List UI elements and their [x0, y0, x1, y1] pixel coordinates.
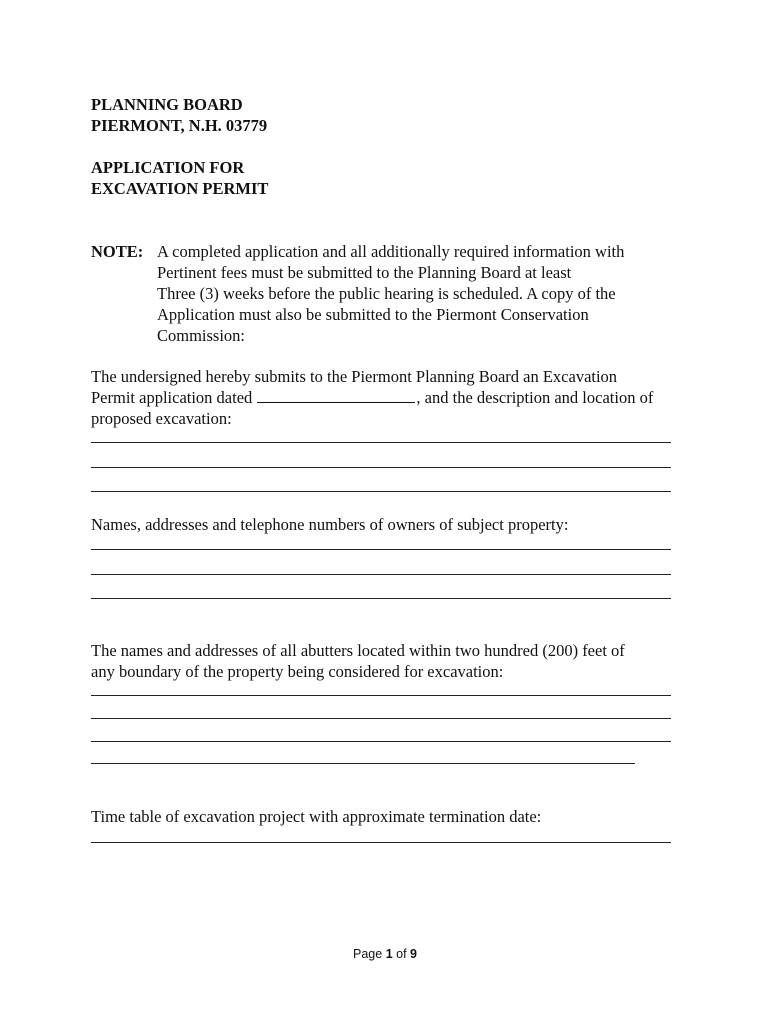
submission-line: The undersigned hereby submits to the Piermont Planning Board an Excavation	[91, 367, 618, 386]
abutters-line[interactable]	[91, 763, 635, 764]
note-line: Three (3) weeks before the public hearing is scheduled. A copy of the	[157, 284, 616, 303]
page-label: Page	[353, 947, 386, 961]
abutters-paragraph	[91, 640, 625, 682]
note-line: Application must also be submitted to the Piermont Conservation	[157, 305, 589, 324]
submission-text: Permit application dated	[91, 388, 257, 407]
owners-line[interactable]	[91, 598, 671, 599]
note-line: Commission:	[157, 326, 246, 345]
note-text	[157, 241, 624, 346]
submission-text: , and the description and location of	[416, 388, 654, 407]
abutters-line[interactable]	[91, 695, 671, 696]
note-line: Pertinent fees must be submitted to the Planning Board at least	[157, 263, 572, 282]
owners-prompt: Names, addresses and telephone numbers of owners of subject property:	[91, 515, 569, 534]
page-total: 9	[410, 947, 417, 961]
page-number	[0, 944, 770, 965]
submission-paragraph	[91, 366, 653, 429]
timetable-line[interactable]	[91, 842, 671, 843]
abutters-line[interactable]	[91, 741, 671, 742]
abutters-line[interactable]	[91, 718, 671, 719]
owners-line[interactable]	[91, 574, 671, 575]
owners-line[interactable]	[91, 549, 671, 550]
note-label: NOTE:	[91, 242, 144, 261]
description-line[interactable]	[91, 442, 671, 443]
board-name: PLANNING BOARD	[91, 95, 243, 114]
form-title-line1: APPLICATION FOR	[91, 158, 245, 177]
submission-line: proposed excavation:	[91, 409, 232, 428]
description-line[interactable]	[91, 467, 671, 468]
description-line[interactable]	[91, 491, 671, 492]
submission-line	[91, 387, 653, 408]
page-current: 1	[385, 947, 393, 961]
abutters-line-text: any boundary of the property being considered for excavation:	[91, 662, 504, 681]
timetable-prompt: Time table of excavation project with approximate termination date:	[91, 807, 542, 826]
form-title-line2: EXCAVATION PERMIT	[91, 179, 269, 198]
abutters-line-text: The names and addresses of all abutters located within two hundred (200) feet of	[91, 641, 625, 660]
application-date-blank[interactable]	[257, 388, 415, 403]
page-of: of	[392, 947, 411, 961]
note-line: A completed application and all additionally required information with	[157, 242, 625, 261]
board-address: PIERMONT, N.H. 03779	[91, 116, 268, 135]
